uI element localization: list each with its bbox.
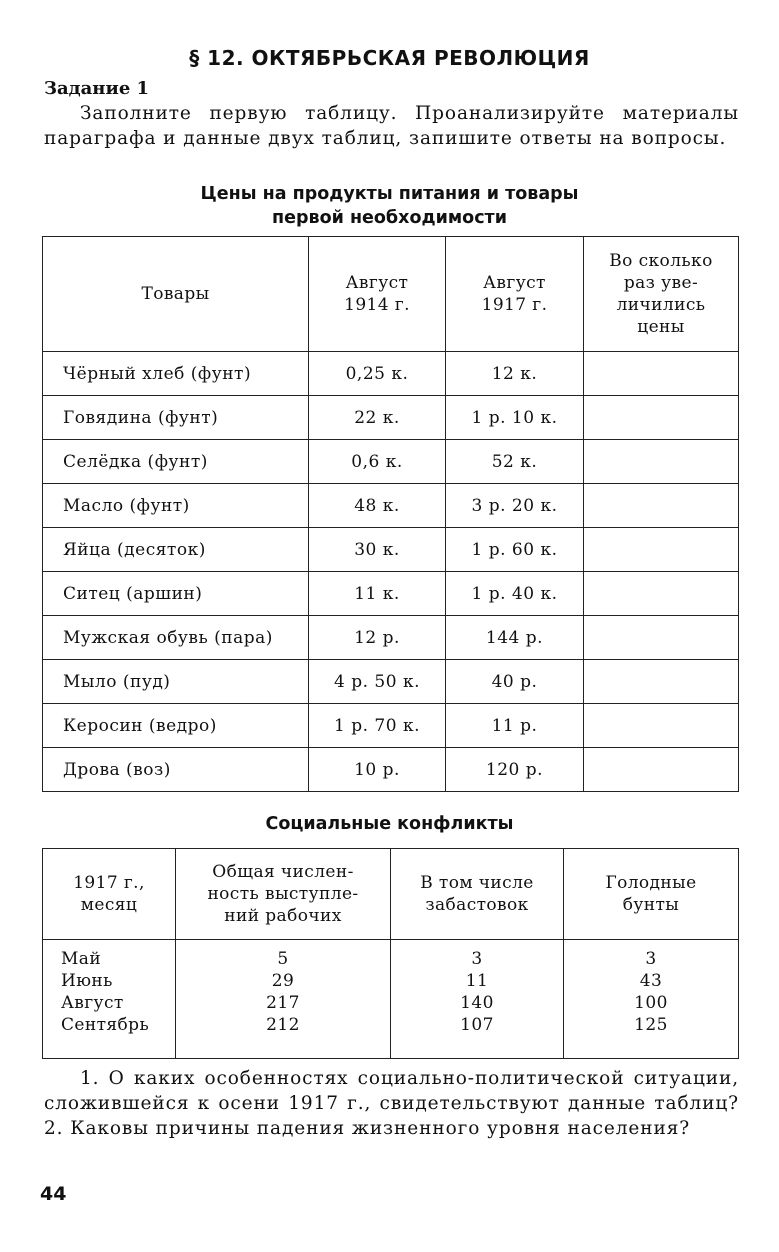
increase-cell[interactable] [584,440,739,484]
header-total-actions: Общая числен- ность выступле- ний рабочих [176,849,391,940]
value: 107 [460,1015,494,1035]
month: Август [61,993,124,1013]
month: Июнь [61,971,113,991]
table-row [43,660,739,704]
task-label: Задание 1 [44,78,150,99]
price-1917: 120 р. [446,748,584,792]
item-name: Яйца (десяток) [43,528,309,572]
header-strikes: В том числе забастовок [391,849,564,940]
item-name: Ситец (аршин) [43,572,309,616]
conflicts-header-row [43,849,739,940]
price-1917: 1 р. 40 к. [446,572,584,616]
price-1914: 48 к. [309,484,446,528]
value: 43 [639,971,663,991]
item-name: Керосин (ведро) [43,704,309,748]
price-1914: 0,6 к. [309,440,446,484]
increase-cell[interactable] [584,616,739,660]
increase-cell[interactable] [584,660,739,704]
prices-header-row [43,237,739,352]
item-name: Говядина (фунт) [43,396,309,440]
questions [44,1066,739,1141]
price-1917: 40 р. [446,660,584,704]
value: 29 [271,971,295,991]
price-1917: 1 р. 10 к. [446,396,584,440]
hunger-riots-cell [564,940,739,1059]
increase-cell[interactable] [584,484,739,528]
month: Сентябрь [61,1015,150,1035]
price-1917: 144 р. [446,616,584,660]
increase-cell[interactable] [584,748,739,792]
value: 5 [277,949,289,969]
table-row [43,616,739,660]
increase-cell[interactable] [584,396,739,440]
price-1917: 12 к. [446,352,584,396]
page-number: 44 [40,1183,67,1205]
price-1914: 30 к. [309,528,446,572]
header-goods: Товары [43,237,309,352]
increase-cell[interactable] [584,352,739,396]
item-name: Мужская обувь (пара) [43,616,309,660]
months-cell [43,940,176,1059]
total-actions-cell [176,940,391,1059]
prices-title-line1: Цены на продукты питания и товары [200,184,579,204]
table-row [43,440,739,484]
price-1914: 0,25 к. [309,352,446,396]
section-heading: § 12. ОКТЯБРЬСКАЯ РЕВОЛЮЦИЯ [189,46,590,70]
price-1914: 4 р. 50 к. [309,660,446,704]
item-name: Селёдка (фунт) [43,440,309,484]
increase-cell[interactable] [584,704,739,748]
header-month: 1917 г., месяц [43,849,176,940]
price-1917: 52 к. [446,440,584,484]
strikes-cell [391,940,564,1059]
item-name: Масло (фунт) [43,484,309,528]
value: 140 [460,993,494,1013]
prices-table-title [0,182,779,230]
price-1914: 1 р. 70 к. [309,704,446,748]
increase-cell[interactable] [584,528,739,572]
prices-table [42,236,739,792]
value: 3 [471,949,483,969]
value: 3 [645,949,657,969]
questions-text: 1. О каких особенностях социально-политической ситуации, сложившейся к осени 1917 г., свидетельствуют данные таблиц? 2. Каковы причины падения жизненного уровня населения? [44,1068,739,1139]
table-row [43,528,739,572]
task-instructions [44,101,739,151]
value: 212 [266,1015,300,1035]
table-row [43,748,739,792]
price-1917: 3 р. 20 к. [446,484,584,528]
item-name: Мыло (пуд) [43,660,309,704]
prices-title-line2: первой необходимости [272,208,507,228]
conflicts-data-row [43,940,739,1059]
conflicts-table-title: Социальные конфликты [265,814,514,834]
table-row [43,396,739,440]
header-increase: Во сколько раз уве- личились цены [584,237,739,352]
price-1917: 1 р. 60 к. [446,528,584,572]
table-row [43,352,739,396]
table-row [43,484,739,528]
price-1914: 11 к. [309,572,446,616]
value: 217 [266,993,300,1013]
conflicts-table [42,848,739,1059]
header-hunger-riots: Голодные бунты [564,849,739,940]
increase-cell[interactable] [584,572,739,616]
value: 11 [465,971,489,991]
header-aug1917: Август 1917 г. [446,237,584,352]
price-1917: 11 р. [446,704,584,748]
value: 125 [634,1015,668,1035]
item-name: Дрова (воз) [43,748,309,792]
month: Май [61,949,102,969]
task-text: Заполните первую таблицу. Проанализируйте материалы параграфа и данные двух таблиц, запишите ответы на вопросы. [44,103,739,149]
header-aug1914: Август 1914 г. [309,237,446,352]
price-1914: 10 р. [309,748,446,792]
price-1914: 22 к. [309,396,446,440]
table-row [43,572,739,616]
table-row [43,704,739,748]
value: 100 [634,993,668,1013]
price-1914: 12 р. [309,616,446,660]
item-name: Чёрный хлеб (фунт) [43,352,309,396]
